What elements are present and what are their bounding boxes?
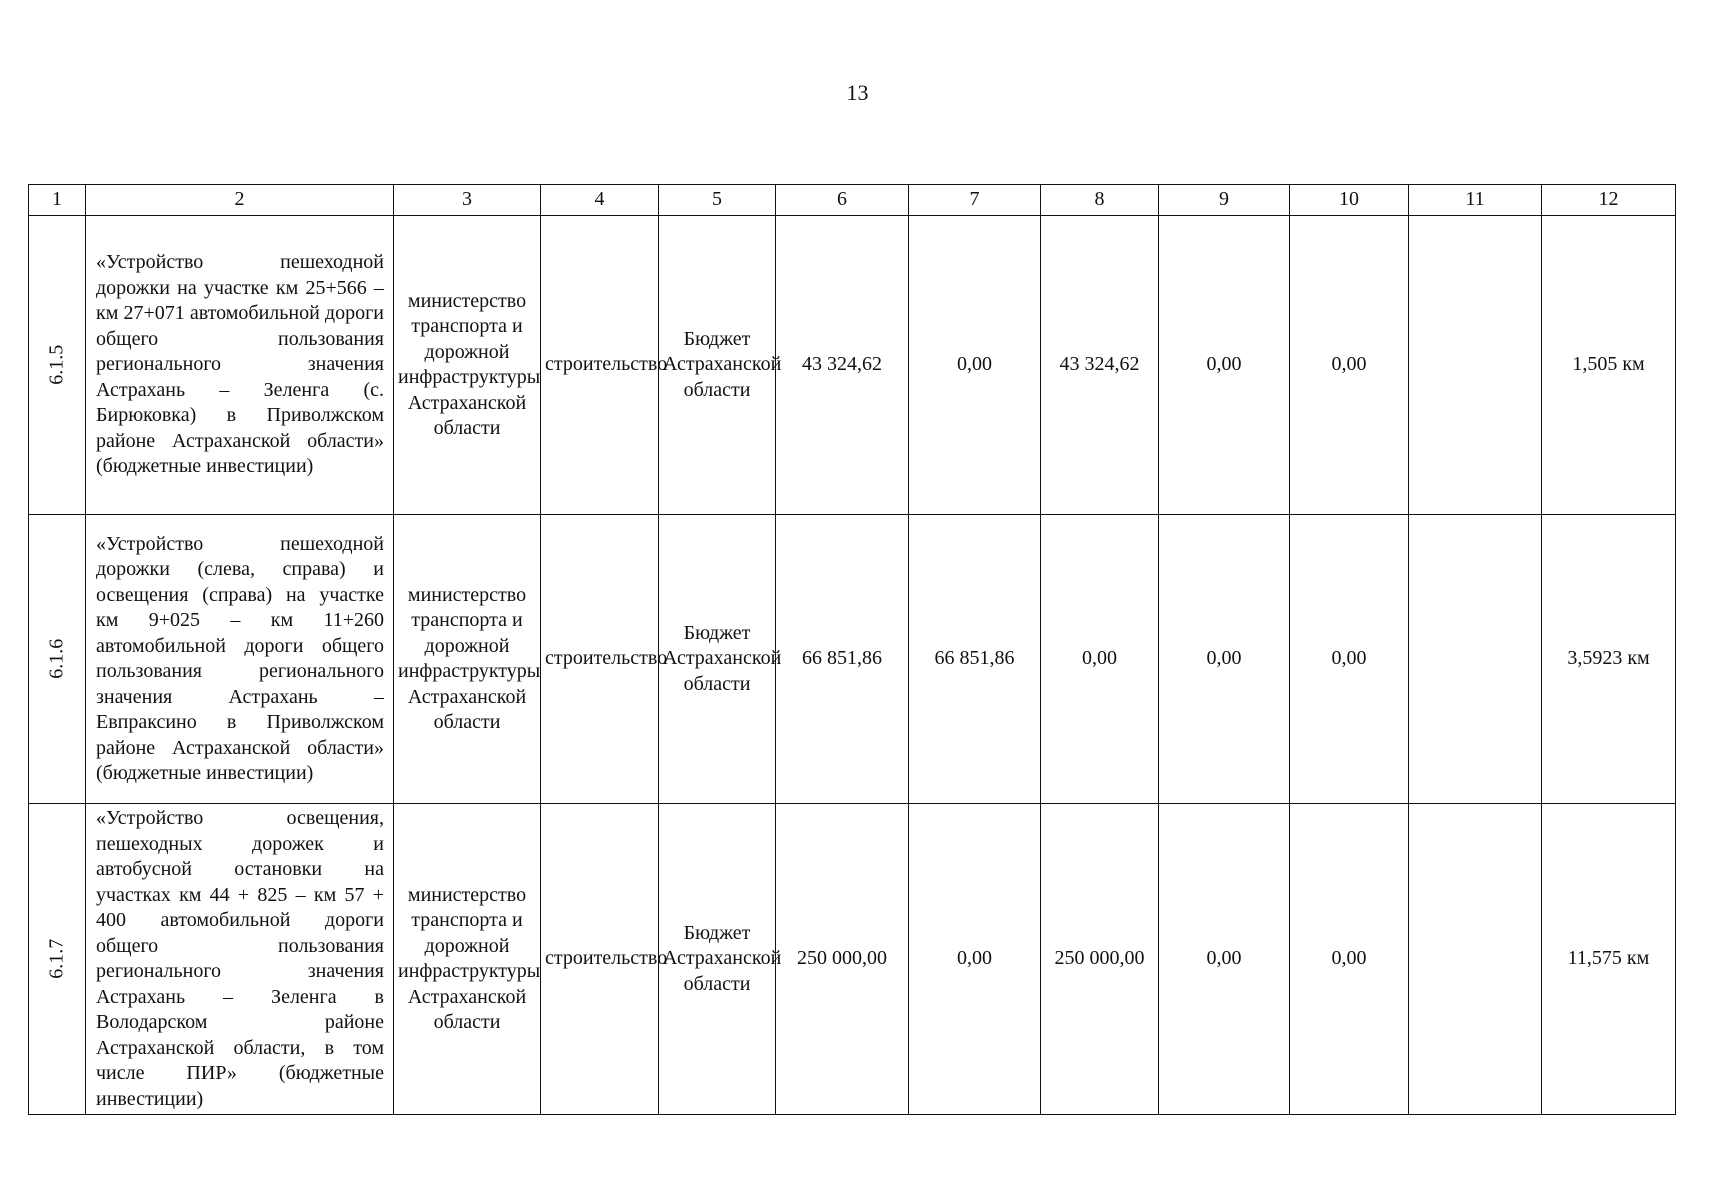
header-cell: 12 (1542, 185, 1676, 216)
value-cell-10: 0,00 (1290, 515, 1409, 804)
value-cell-11 (1409, 216, 1542, 515)
source-cell: Бюджет Астраханской области (659, 216, 776, 515)
value-cell-9: 0,00 (1159, 515, 1290, 804)
row-number-cell (29, 804, 86, 1115)
header-cell: 1 (29, 185, 86, 216)
row-number-cell (29, 216, 86, 515)
row-number: 6.1.6 (45, 639, 68, 679)
header-cell: 2 (86, 185, 394, 216)
value-cell-8: 0,00 (1041, 515, 1159, 804)
value-cell-8: 250 000,00 (1041, 804, 1159, 1115)
header-cell: 5 (659, 185, 776, 216)
executor-cell: министерство транспорта и дорожной инфраструктуры Астраханской области (394, 216, 541, 515)
header-cell: 11 (1409, 185, 1542, 216)
value-cell-7: 0,00 (909, 804, 1041, 1115)
result-cell: 1,505 км (1542, 216, 1676, 515)
value-cell-6: 66 851,86 (776, 515, 909, 804)
result-cell: 11,575 км (1542, 804, 1676, 1115)
value-cell-7: 0,00 (909, 216, 1041, 515)
page-number: 13 (846, 80, 869, 105)
value-cell-8: 43 324,62 (1041, 216, 1159, 515)
value-cell-9: 0,00 (1159, 804, 1290, 1115)
header-cell: 8 (1041, 185, 1159, 216)
table-row (29, 515, 1676, 804)
header-row (29, 185, 1676, 216)
activity-cell: строительство (541, 515, 659, 804)
value-cell-9: 0,00 (1159, 216, 1290, 515)
executor-cell: министерство транспорта и дорожной инфраструктуры Астраханской области (394, 515, 541, 804)
header-cell: 3 (394, 185, 541, 216)
value-cell-6: 250 000,00 (776, 804, 909, 1115)
value-cell-11 (1409, 515, 1542, 804)
value-cell-10: 0,00 (1290, 804, 1409, 1115)
description-cell: «Устройство освещения, пешеходных дорожек и автобусной остановки на участках км 44 + 825 – км 57 + 400 автомобильной дороги общего пользования регионального значения Астрахань – Зеленга в Володарском районе Астраханской области, в том числе ПИР» (бюджетные инвестиции) (86, 804, 394, 1115)
value-cell-7: 66 851,86 (909, 515, 1041, 804)
table-row (29, 804, 1676, 1115)
value-cell-11 (1409, 804, 1542, 1115)
program-table-wrapper (28, 184, 1675, 1115)
header-cell: 9 (1159, 185, 1290, 216)
row-number-cell (29, 515, 86, 804)
activity-cell: строительство (541, 216, 659, 515)
source-cell: Бюджет Астраханской области (659, 515, 776, 804)
header-cell: 4 (541, 185, 659, 216)
source-cell: Бюджет Астраханской области (659, 804, 776, 1115)
description-cell: «Устройство пешеходной дорожки на участке км 25+566 – км 27+071 автомобильной дороги общего пользования регионального значения Астрахань – Зеленга (с. Бирюковка) в Приволжском районе Астраханской области» (бюджетные инвестиции) (86, 216, 394, 515)
row-number: 6.1.7 (45, 939, 68, 979)
value-cell-6: 43 324,62 (776, 216, 909, 515)
header-cell: 7 (909, 185, 1041, 216)
program-table (28, 184, 1676, 1115)
header-cell: 10 (1290, 185, 1409, 216)
activity-cell: строительство (541, 804, 659, 1115)
result-cell: 3,5923 км (1542, 515, 1676, 804)
executor-cell: министерство транспорта и дорожной инфраструктуры Астраханской области (394, 804, 541, 1115)
header-cell: 6 (776, 185, 909, 216)
table-row (29, 216, 1676, 515)
description-cell: «Устройство пешеходной дорожки (слева, справа) и освещения (справа) на участке км 9+025 – км 11+260 автомобильной дороги общего пользования регионального значения Астрахань – Евпраксино в Приволжском районе Астраханской области» (бюджетные инвестиции) (86, 515, 394, 804)
row-number: 6.1.5 (45, 345, 68, 385)
value-cell-10: 0,00 (1290, 216, 1409, 515)
